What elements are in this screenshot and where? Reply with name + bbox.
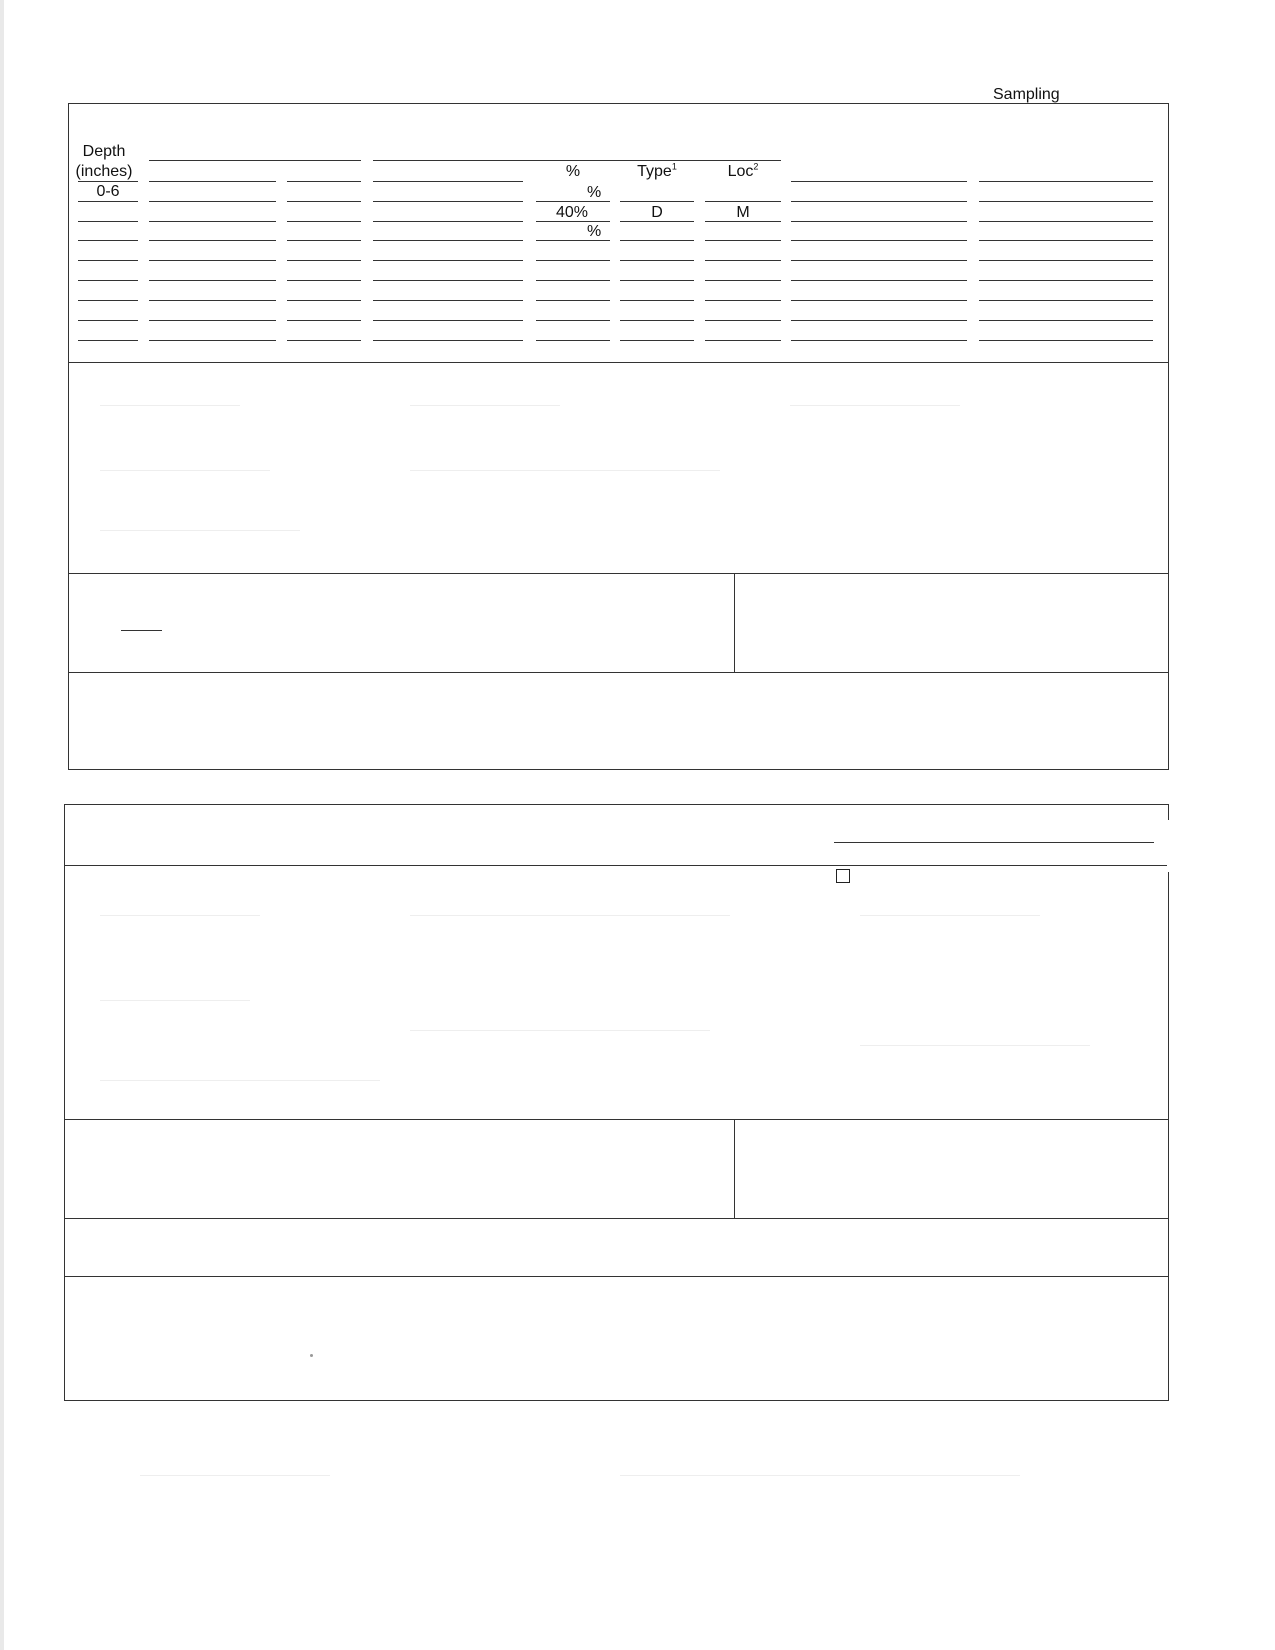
scan-residue (100, 470, 270, 471)
percent-header: % (565, 163, 581, 180)
section-divider (64, 1276, 1169, 1277)
table-rule (791, 221, 967, 222)
table-rule (149, 240, 276, 241)
section-divider (64, 865, 1169, 866)
table-rule (78, 221, 138, 222)
loc-cell: M (736, 204, 750, 221)
table-rule (287, 260, 361, 261)
table-rule (287, 320, 361, 321)
section-divider-vertical (734, 1119, 735, 1218)
table-rule (373, 320, 523, 321)
percent-cell: % (587, 223, 602, 240)
table-rule (705, 201, 781, 202)
table-rule (287, 181, 361, 182)
blank-line (834, 842, 1154, 843)
scan-speck (310, 1354, 313, 1357)
table-rule (536, 320, 610, 321)
table-rule (78, 280, 138, 281)
table-rule (705, 260, 781, 261)
type-header: Type$^1$ (637, 161, 677, 180)
table-rule (287, 340, 361, 341)
table-rule (287, 201, 361, 202)
depth-cell: 0-6 (96, 183, 120, 200)
table-rule (373, 300, 523, 301)
table-rule (705, 300, 781, 301)
table-rule (149, 160, 361, 161)
table-rule (705, 340, 781, 341)
percent-cell: % (587, 184, 602, 201)
table-rule (373, 340, 523, 341)
table-rule (979, 300, 1153, 301)
scan-residue (410, 405, 560, 406)
table-rule (78, 340, 138, 341)
scan-residue (410, 470, 720, 471)
table-rule (287, 240, 361, 241)
section-divider (64, 1218, 1169, 1219)
table-rule (78, 300, 138, 301)
scan-residue (100, 915, 260, 916)
type-cell: D (651, 204, 663, 221)
scan-residue (620, 1475, 1020, 1476)
table-rule (791, 181, 967, 182)
scan-residue (410, 915, 730, 916)
table-rule (979, 240, 1153, 241)
table-rule (791, 201, 967, 202)
scan-residue (100, 1080, 380, 1081)
table-rule (78, 181, 138, 182)
scan-residue (100, 1000, 250, 1001)
table-rule (620, 300, 694, 301)
table-rule (979, 340, 1153, 341)
table-rule (705, 280, 781, 281)
scan-residue (860, 915, 1040, 916)
scan-residue (860, 1045, 1090, 1046)
scan-edge (0, 0, 4, 1650)
section-divider-vertical (734, 573, 735, 673)
table-rule (979, 201, 1153, 202)
table-rule (979, 320, 1153, 321)
table-rule (536, 280, 610, 281)
table-rule (373, 280, 523, 281)
lower-form-frame (64, 804, 1169, 1401)
table-rule (705, 240, 781, 241)
table-rule (149, 221, 276, 222)
scan-residue (140, 1475, 330, 1476)
table-rule (791, 320, 967, 321)
section-divider (68, 362, 1169, 363)
section-divider (64, 1119, 1169, 1120)
table-rule (791, 280, 967, 281)
scan-residue (100, 405, 240, 406)
table-rule (149, 300, 276, 301)
table-rule (979, 280, 1153, 281)
table-rule (373, 181, 523, 182)
table-rule (979, 221, 1153, 222)
table-rule (536, 260, 610, 261)
table-rule (620, 320, 694, 321)
depth-units-header: (inches) (75, 163, 133, 180)
table-rule (620, 240, 694, 241)
table-rule (149, 181, 276, 182)
table-rule (536, 340, 610, 341)
table-rule (536, 201, 610, 202)
sampling-label: Sampling (993, 86, 1060, 103)
erased-area (834, 845, 1172, 865)
table-rule (705, 320, 781, 321)
table-rule (287, 300, 361, 301)
table-rule (979, 260, 1153, 261)
scan-residue (100, 530, 300, 531)
table-rule (536, 221, 610, 222)
table-rule (78, 260, 138, 261)
table-rule (536, 240, 610, 241)
table-rule (78, 240, 138, 241)
table-rule (149, 280, 276, 281)
table-rule (705, 221, 781, 222)
table-rule (287, 221, 361, 222)
table-rule (149, 260, 276, 261)
table-rule (373, 240, 523, 241)
table-rule (791, 340, 967, 341)
table-rule (791, 260, 967, 261)
short-blank-line (121, 630, 162, 631)
scan-residue (410, 1030, 710, 1031)
table-rule (620, 201, 694, 202)
depth-header: Depth (82, 143, 126, 160)
upper-form-frame (68, 103, 1169, 770)
checkbox[interactable] (836, 869, 850, 883)
table-rule (78, 201, 138, 202)
table-rule (791, 300, 967, 301)
erased-area (1167, 820, 1173, 872)
table-rule (149, 201, 276, 202)
section-divider (68, 573, 1169, 574)
table-rule (373, 160, 781, 161)
percent-cell: 40% (556, 204, 589, 221)
table-rule (979, 181, 1153, 182)
table-rule (620, 340, 694, 341)
table-rule (149, 340, 276, 341)
table-rule (78, 320, 138, 321)
table-rule (373, 260, 523, 261)
table-rule (791, 240, 967, 241)
table-rule (620, 221, 694, 222)
table-rule (373, 201, 523, 202)
table-rule (620, 280, 694, 281)
scan-residue (790, 405, 960, 406)
section-divider (68, 672, 1169, 673)
table-rule (620, 260, 694, 261)
table-rule (287, 280, 361, 281)
table-rule (149, 320, 276, 321)
table-rule (373, 221, 523, 222)
loc-header: Loc$^2$ (727, 161, 759, 180)
table-rule (536, 300, 610, 301)
